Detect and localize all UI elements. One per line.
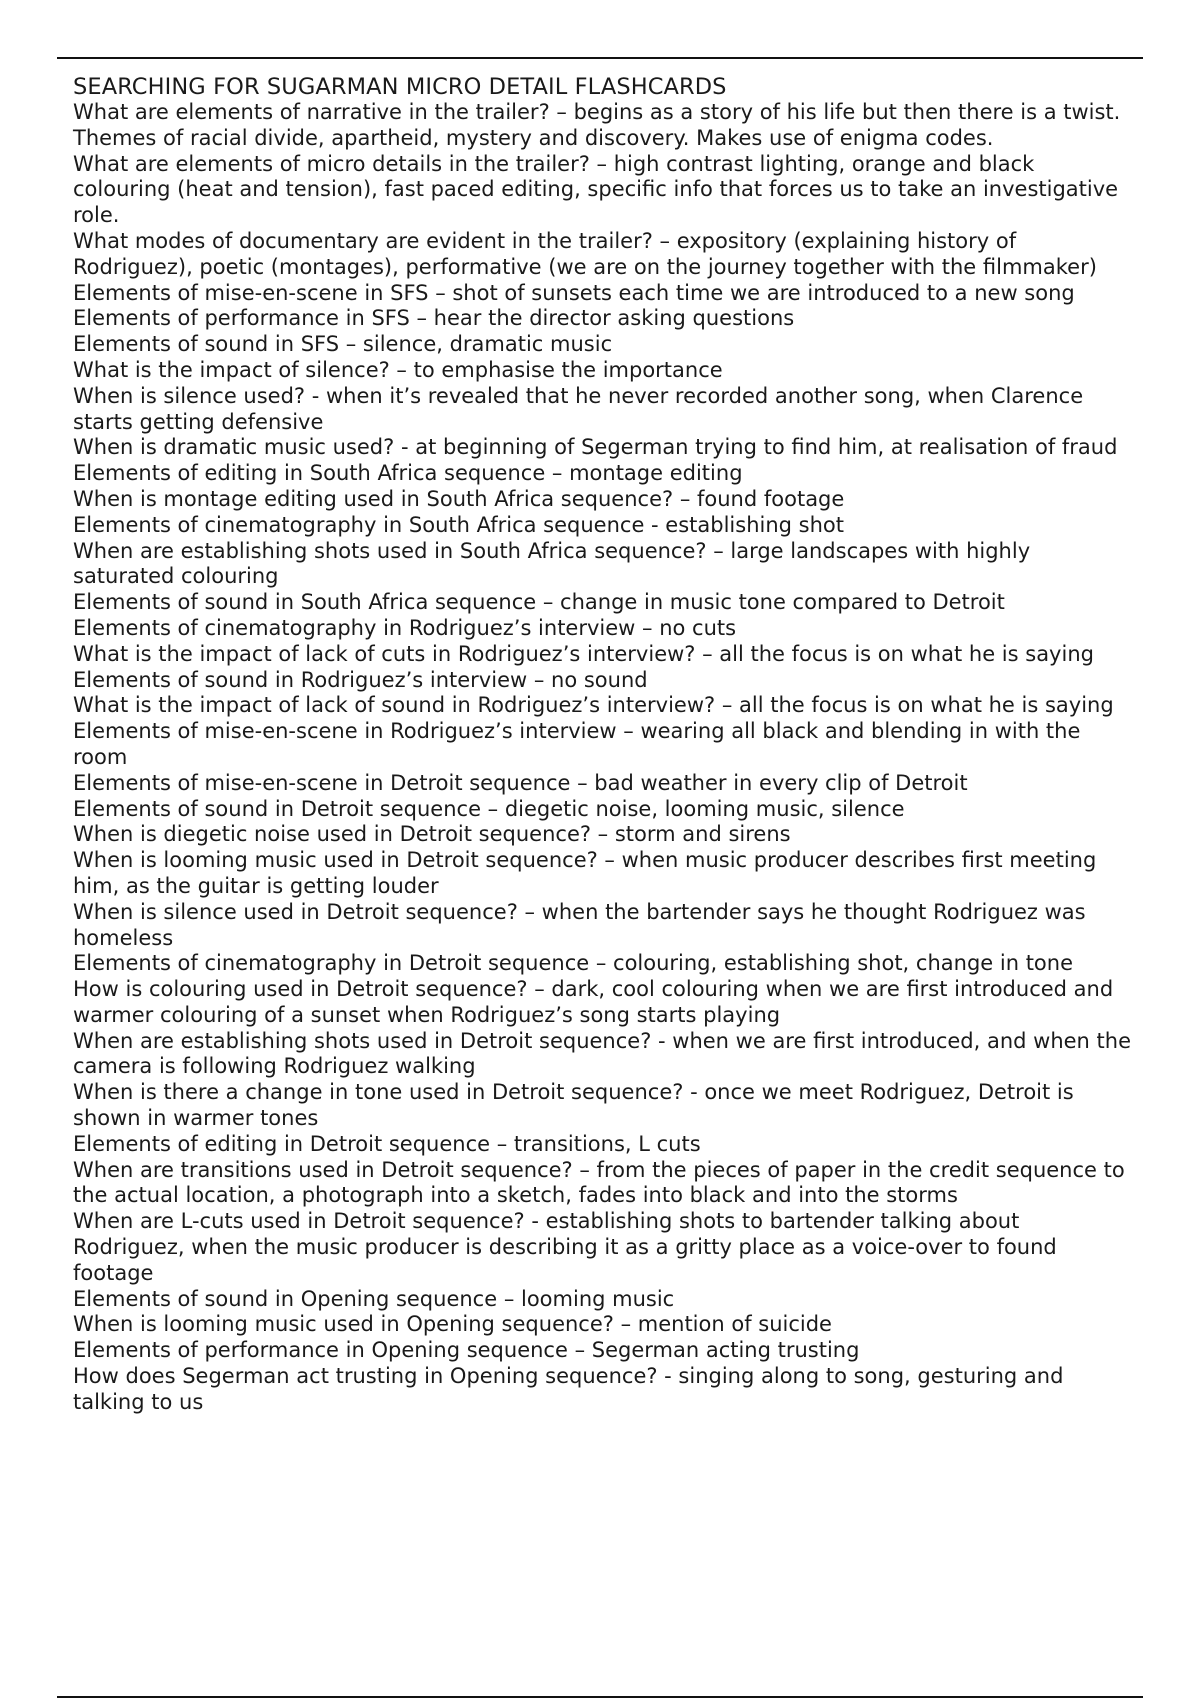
flashcard-line: When are L-cuts used in Detroit sequence? - establishing shots to bartender talking about Rodriguez, when the music producer is describing it as a gritty place as a voice-over to found footage	[73, 1209, 1057, 1285]
flashcard-line: Elements of sound in Opening sequence – looming music	[73, 1286, 675, 1311]
flashcard-line: What is the impact of silence? – to emphasise the importance	[73, 357, 723, 382]
flashcard-line: When is there a change in tone used in Detroit sequence? - once we meet Rodriguez, Detroit is shown in warmer tones	[73, 1080, 1074, 1131]
flashcard-line: Elements of mise-en-scene in Rodriguez’s interview – wearing all black and blending in with the room	[73, 719, 1081, 769]
flashcard-line: When is silence used? - when it’s revealed that he never recorded another song, when Clarence starts getting defensive	[73, 383, 1084, 434]
top-divider	[57, 57, 1143, 59]
flashcard-line: When are establishing shots used in South Africa sequence? – large landscapes with highly saturated colouring	[73, 538, 1031, 589]
flashcard-line: How is colouring used in Detroit sequence? – dark, cool colouring when we are first introduced and warmer colouring of a sunset when Rodriguez’s song starts playing	[73, 977, 1114, 1027]
document-title: SEARCHING FOR SUGARMAN MICRO DETAIL FLASHCARDS	[73, 74, 727, 100]
flashcard-line: When are establishing shots used in Detroit sequence? - when we are first introduced, and when the camera is following Rodriguez walking	[73, 1028, 1132, 1079]
flashcard-line: When is dramatic music used? - at beginning of Segerman trying to find him, at realisation of fraud	[73, 435, 1118, 460]
flashcard-line: Elements of editing in Detroit sequence – transitions, L cuts	[73, 1131, 701, 1156]
flashcard-line: What is the impact of lack of cuts in Rodriguez’s interview? – all the focus is on what he is saying	[73, 641, 1094, 666]
flashcard-line: Elements of sound in SFS – silence, dramatic music	[73, 332, 613, 357]
flashcard-line: Elements of cinematography in South Africa sequence - establishing shot	[73, 512, 844, 537]
flashcard-list	[73, 100, 1135, 1416]
flashcard-line: When is diegetic noise used in Detroit sequence? – storm and sirens	[73, 822, 791, 847]
flashcard-line: When is looming music used in Opening sequence? – mention of suicide	[73, 1312, 832, 1337]
flashcard-line: When are transitions used in Detroit sequence? – from the pieces of paper in the credit sequence to the actual location, a photograph into a sketch, fades into black and into the storms	[73, 1157, 1125, 1208]
flashcard-line: Elements of sound in South Africa sequence – change in music tone compared to Detroit	[73, 590, 1005, 615]
flashcard-line: Elements of cinematography in Rodriguez’s interview – no cuts	[73, 615, 737, 640]
flashcard-line: What modes of documentary are evident in the trailer? – expository (explaining history of Rodriguez), poetic (montages), performative (we are on the journey together with the filmmaker)	[73, 228, 1097, 279]
flashcard-line: Elements of performance in Opening sequence – Segerman acting trusting	[73, 1338, 860, 1363]
bottom-divider	[57, 1696, 1143, 1698]
flashcard-line: What are elements of narrative in the trailer? – begins as a story of his life but then there is a twist. Themes of racial divide, apartheid, mystery and discovery. Makes use of enigma codes.	[73, 100, 1121, 150]
flashcard-line: When is montage editing used in South Africa sequence? – found footage	[73, 486, 845, 511]
flashcard-line: Elements of sound in Detroit sequence – diegetic noise, looming music, silence	[73, 796, 905, 821]
flashcard-line: Elements of cinematography in Detroit sequence – colouring, establishing shot, change in tone	[73, 951, 1074, 976]
flashcard-line: What are elements of micro details in the trailer? – high contrast lighting, orange and black colouring (heat and tension), fast paced editing, specific info that forces us to take an investigative role.	[73, 151, 1119, 228]
document-body	[73, 74, 1135, 1416]
flashcard-line: Elements of sound in Rodriguez’s interview – no sound	[73, 667, 648, 692]
flashcard-line: Elements of mise-en-scene in Detroit sequence – bad weather in every clip of Detroit	[73, 770, 968, 795]
flashcard-line: When is silence used in Detroit sequence? – when the bartender says he thought Rodriguez was homeless	[73, 899, 1086, 950]
flashcard-line: When is looming music used in Detroit sequence? – when music producer describes first meeting him, as the guitar is getting louder	[73, 848, 1097, 898]
flashcard-line: Elements of editing in South Africa sequence – montage editing	[73, 461, 743, 486]
flashcard-line: Elements of mise-en-scene in SFS – shot of sunsets each time we are introduced to a new song	[73, 280, 1075, 305]
flashcard-line: What is the impact of lack of sound in Rodriguez’s interview? – all the focus is on what he is saying	[73, 693, 1114, 718]
flashcard-line: Elements of performance in SFS – hear the director asking questions	[73, 306, 795, 331]
flashcard-line: How does Segerman act trusting in Opening sequence? - singing along to song, gesturing and talking to us	[73, 1364, 1064, 1414]
